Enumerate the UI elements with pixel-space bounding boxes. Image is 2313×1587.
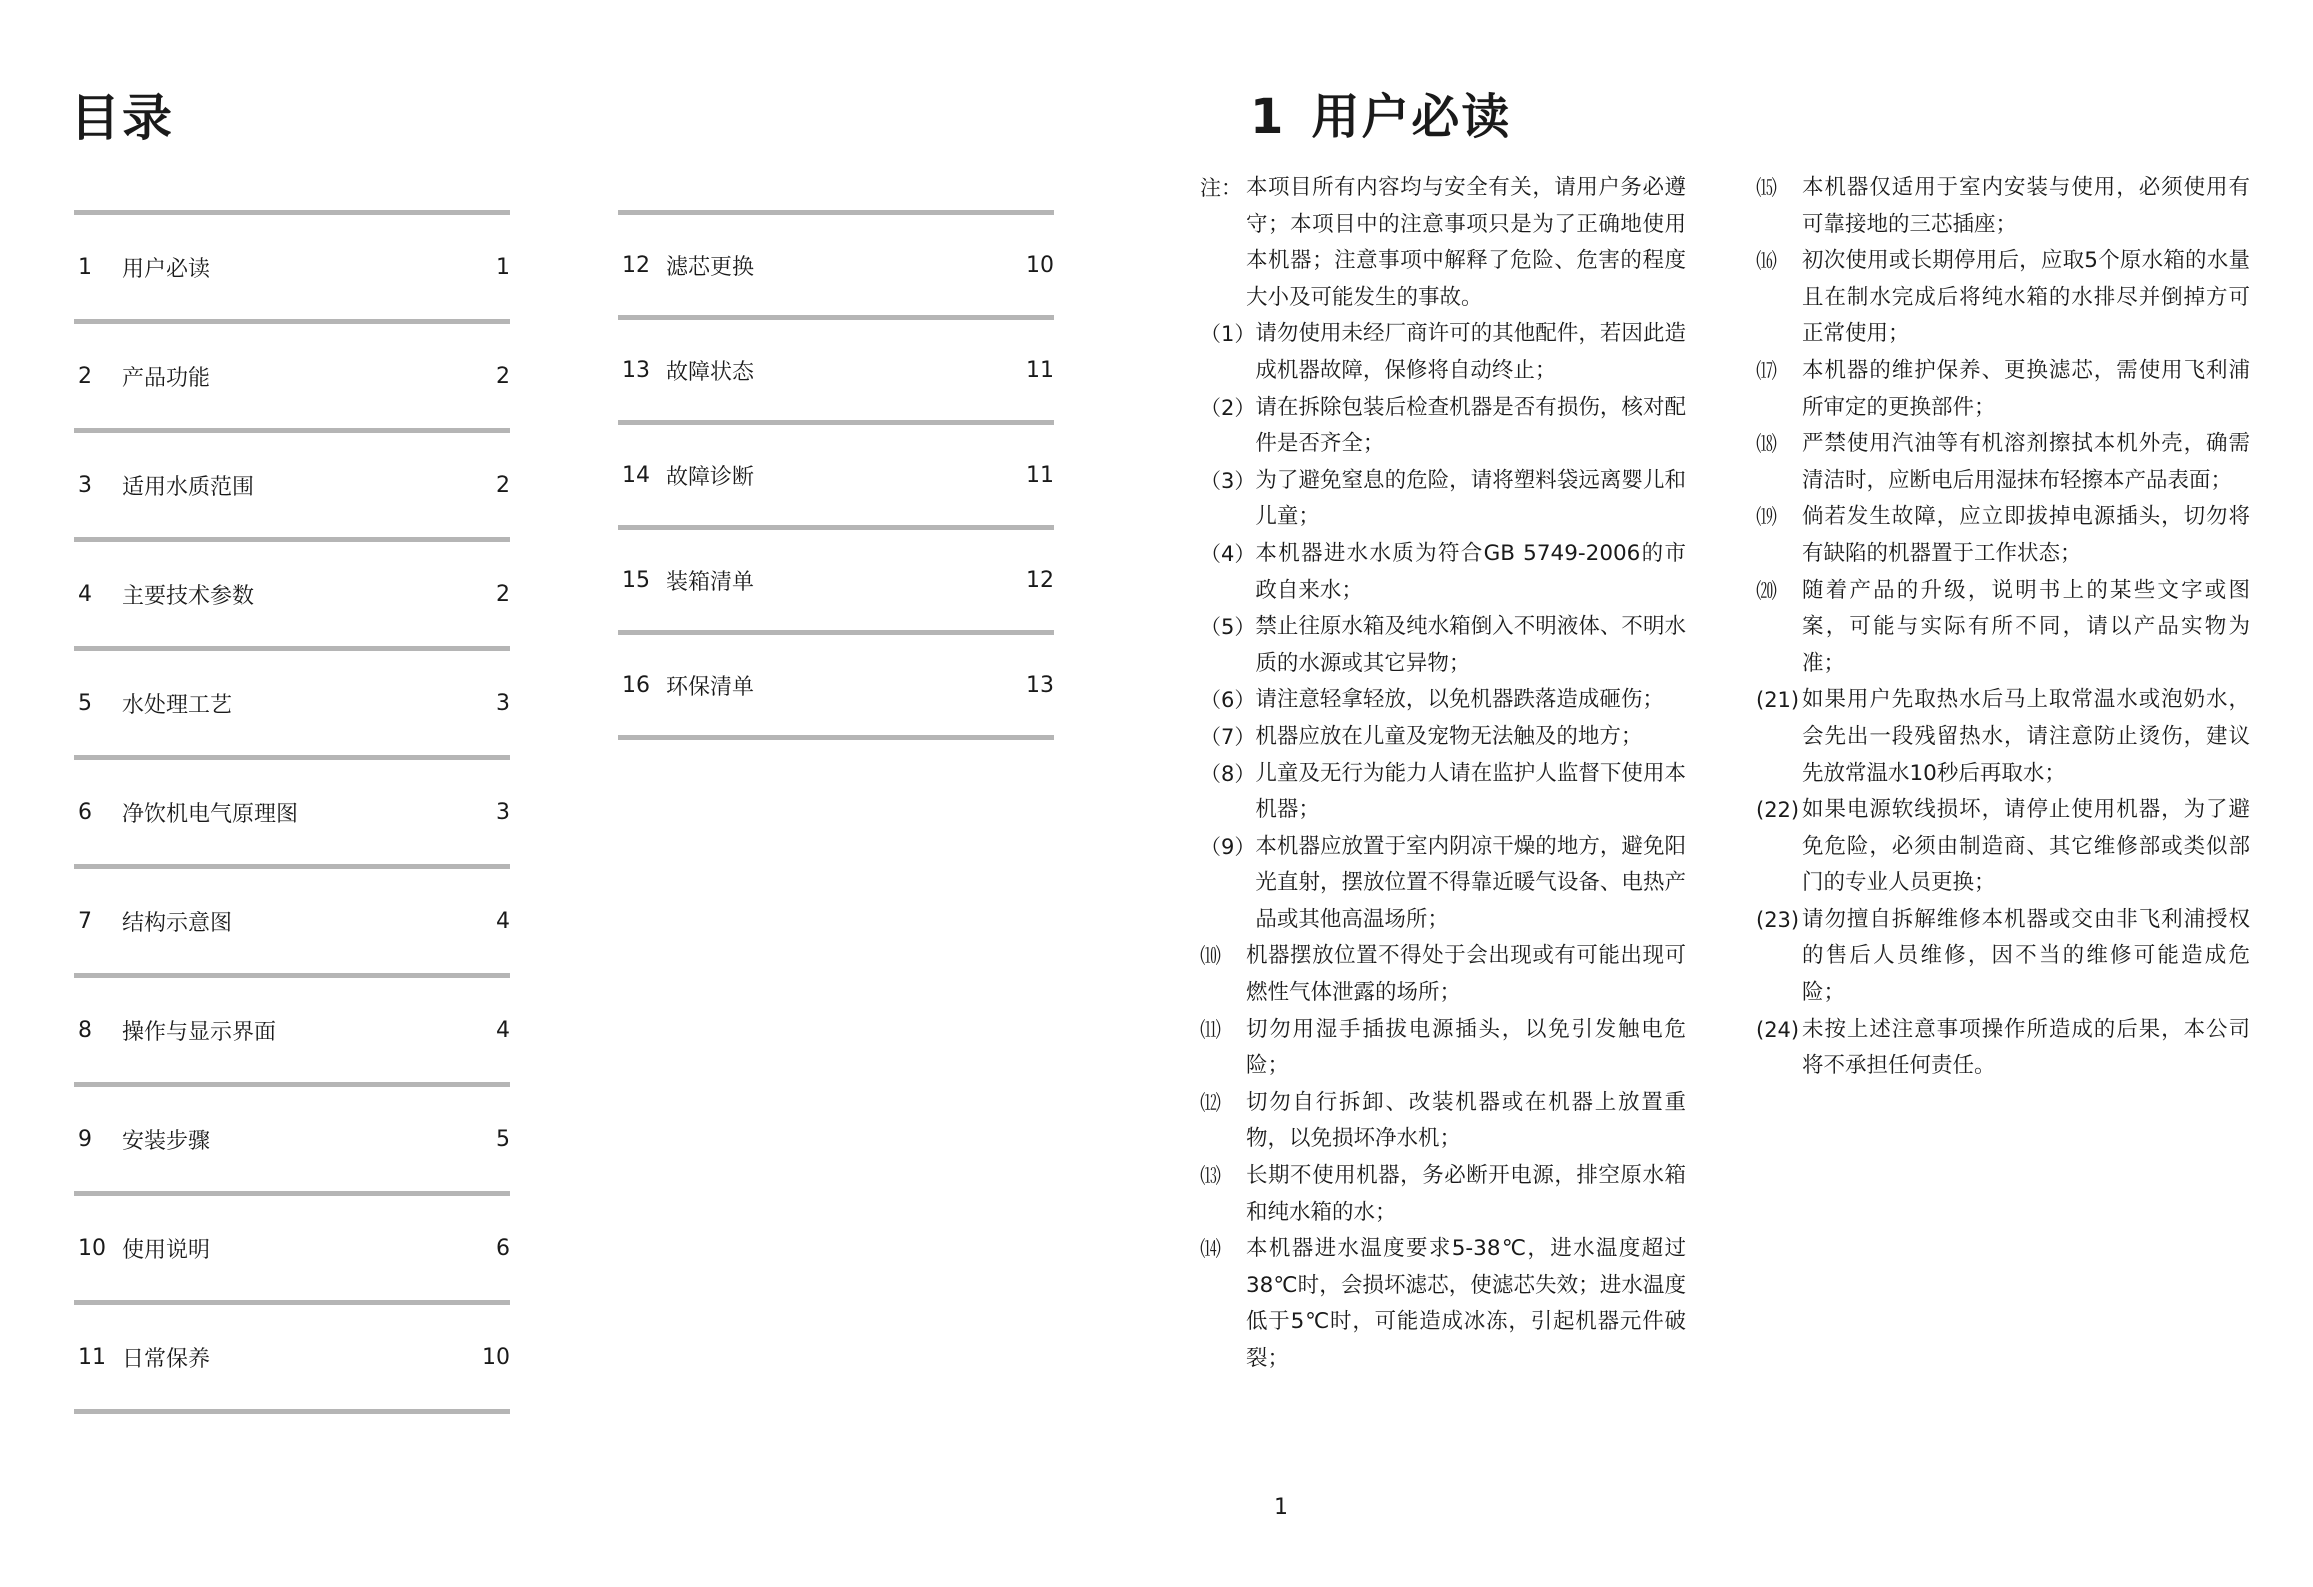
toc-entry[interactable] [74,1196,510,1300]
note-item [1200,1231,1686,1377]
note-marker: (23) [1756,907,1800,932]
toc-entry-page: 3 [496,690,510,716]
toc-entry-number: 4 [78,581,92,607]
toc-entry-page: 4 [496,908,510,934]
note-item [1756,792,2250,902]
note-text: 本机器应放置于室内阴凉干燥的地方，避免阳光直射，摆放位置不得靠近暖气设备、电热产品或其他高温场所； [1255,833,1686,932]
toc-entry-number: 8 [78,1017,92,1043]
note-marker: （6） [1200,688,1256,713]
note-marker: ⒇ [1756,578,1777,603]
note-text: 请勿擅自拆解维修本机器或交由非飞利浦授权的售后人员维修，因不当的维修可能造成危险； [1802,906,2250,1006]
note-text: 本机器仅适用于室内安装与使用，必须使用有可靠接地的三芯插座； [1802,175,2250,237]
note-item [1756,243,2250,353]
note-item [1200,1012,1686,1085]
note-text: 为了避免窒息的危险，请将塑料袋远离婴儿和儿童； [1255,467,1686,530]
toc-entry-page: 10 [482,1344,510,1370]
note-item [1200,938,1686,1011]
note-text: 禁止往原水箱及纯水箱倒入不明液体、不明水质的水源或其它异物； [1255,614,1686,676]
toc-entry-label: 日常保养 [122,1346,211,1372]
toc-entry-number: 15 [622,567,650,593]
note-marker: (24) [1756,1017,1800,1042]
note-text: 切勿用湿手插拔电源插头，以免引发触电危险； [1246,1016,1686,1079]
note-item [1200,829,1686,939]
toc-entry[interactable] [74,324,510,428]
note-text: 机器摆放位置不得处于会出现或有可能出现可燃性气体泄露的场所； [1246,943,1686,1006]
note-item [1200,609,1686,682]
toc-entry-label: 安装步骤 [122,1128,211,1154]
note-marker: （7） [1200,724,1256,749]
toc-entry-page: 2 [496,363,510,389]
toc-entry[interactable] [74,651,510,755]
toc-entry[interactable] [74,1305,510,1409]
note-text: 本机器进水温度要求5-38℃，进水温度超过38℃时，会损坏滤芯，使滤芯失效；进水温度低于5℃时，可能造成冰冻，引起机器元件破裂； [1246,1236,1686,1371]
toc-entry[interactable] [74,433,510,537]
toc-entry-page: 4 [496,1017,510,1043]
note-text: 本机器进水水质为符合GB 5749-2006的市政自来水； [1255,540,1686,603]
note-text: 切勿自行拆卸、改装机器或在机器上放置重物，以免损坏净水机； [1246,1089,1686,1152]
note-item [1200,719,1686,756]
toc-entry-label: 故障状态 [666,359,755,385]
note-marker: （3） [1200,468,1256,493]
note-item [1756,573,2250,683]
note-marker: （8） [1200,761,1256,786]
note-marker: ⑾ [1200,1017,1221,1042]
toc-entry[interactable] [74,978,510,1082]
section-title-text: 用户必读 [1311,89,1512,145]
toc-entry-number: 12 [622,252,650,278]
note-text: 未按上述注意事项操作所造成的后果，本公司将不承担任何责任。 [1802,1016,2250,1079]
note-item [1756,902,2250,1012]
note-item [1756,170,2250,243]
toc-entry-label: 使用说明 [122,1237,211,1263]
note-text: 倘若发生故障，应立即拔掉电源插头，切勿将有缺陷的机器置于工作状态； [1802,504,2250,566]
notes-column-left [1200,170,1686,1378]
toc-entry-label: 操作与显示界面 [122,1019,277,1045]
toc-entry-page: 12 [1026,567,1054,593]
note-marker: ⒅ [1756,432,1777,457]
toc-divider [74,1409,510,1414]
toc-entry-number: 10 [78,1235,106,1261]
note-item [1756,426,2250,499]
toc-entry-number: 11 [78,1344,106,1370]
toc-entry[interactable] [618,530,1054,630]
note-text: 本机器的维护保养、更换滤芯，需使用飞利浦所审定的更换部件； [1802,357,2250,420]
toc-entry-page: 1 [496,254,510,280]
toc-entry-number: 2 [78,363,92,389]
note-item [1200,536,1686,609]
toc-entry-label: 水处理工艺 [122,692,233,718]
note-marker: （1） [1200,322,1256,347]
toc-column-right [618,210,1054,740]
toc-entry[interactable] [74,869,510,973]
note-text: 请在拆除包装后检查机器是否有损伤，核对配件是否齐全； [1255,394,1686,457]
note-marker: ⒆ [1756,505,1777,530]
toc-entry[interactable] [74,215,510,319]
note-marker: ⑽ [1200,944,1221,969]
toc-entry-label: 产品功能 [122,365,211,391]
note-marker: （5） [1200,615,1256,640]
toc-entry[interactable] [74,760,510,864]
note-text: 机器应放在儿童及宠物无法触及的地方； [1255,723,1643,749]
toc-entry-number: 5 [78,690,92,716]
toc-entry-number: 14 [622,462,650,488]
note-text: 如果用户先取热水后马上取常温水或泡奶水，会先出一段残留热水，请注意防止烫伤，建议先放常温水10秒后再取水； [1802,687,2250,786]
toc-entry-page: 13 [1026,672,1054,698]
toc-entry-number: 13 [622,357,650,383]
note-item [1200,170,1686,316]
toc-entry[interactable] [74,542,510,646]
note-marker: ⒀ [1200,1164,1221,1189]
note-marker: ⑿ [1200,1090,1221,1115]
notes-column-right [1756,170,2250,1085]
toc-entry-page: 6 [496,1235,510,1261]
note-text: 严禁使用汽油等有机溶剂擦拭本机外壳，确需清洁时，应断电后用湿抹布轻擦本产品表面； [1802,431,2250,493]
page-number: 1 [1274,1495,1288,1520]
toc-entry-number: 6 [78,799,92,825]
note-marker: （4） [1200,541,1256,566]
note-item [1200,463,1686,536]
note-marker: (21) [1756,688,1800,713]
note-text: 随着产品的升级，说明书上的某些文字或图案，可能与实际有所不同，请以产品实物为准； [1802,577,2250,676]
toc-entry-label: 主要技术参数 [122,583,255,609]
note-marker: ⒂ [1756,176,1777,200]
toc-entry-label: 用户必读 [122,256,211,282]
toc-entry-page: 11 [1026,357,1054,383]
note-item [1756,353,2250,426]
note-text: 如果电源软线损坏，请停止使用机器，为了避免危险，必须由制造商、其它维修部或类似部门的专业人员更换； [1802,797,2250,896]
note-marker: (22) [1756,798,1800,823]
toc-entry-page: 5 [496,1126,510,1152]
toc-entry-number: 9 [78,1126,92,1152]
toc-entry-label: 适用水质范围 [122,474,255,500]
toc-entry-number: 1 [78,254,92,280]
toc-entry-page: 11 [1026,462,1054,488]
toc-entry[interactable] [618,635,1054,735]
toc-title: 目录 [70,89,174,147]
note-marker: ⒃ [1756,249,1777,274]
toc-entry-number: 3 [78,472,92,498]
note-item [1200,1158,1686,1231]
note-text: 请勿使用未经厂商许可的其他配件，若因此造成机器故障，保修将自动终止； [1255,321,1686,383]
toc-entry-page: 3 [496,799,510,825]
toc-entry-label: 滤芯更换 [666,254,755,280]
toc-divider [618,735,1054,740]
note-text: 本项目所有内容均与安全有关，请用户务必遵守；本项目中的注意事项只是为了正确地使用本机器；注意事项中解释了危险、危害的程度大小及可能发生的事故。 [1246,175,1686,310]
toc-entry[interactable] [618,215,1054,315]
toc-entry-number: 16 [622,672,650,698]
note-item [1756,682,2250,792]
note-marker: ⒁ [1200,1237,1221,1262]
note-item [1756,499,2250,572]
toc-entry-page: 2 [496,581,510,607]
note-marker: （2） [1200,395,1256,420]
note-item [1200,682,1686,719]
note-text: 长期不使用机器，务必断开电源，排空原水箱和纯水箱的水； [1246,1163,1686,1225]
note-marker: （9） [1200,834,1256,859]
note-item [1200,390,1686,463]
note-marker: ⒄ [1756,358,1777,383]
note-text: 初次使用或长期停用后，应取5个原水箱的水量且在制水完成后将纯水箱的水排尽并倒掉方可正常使用； [1802,248,2250,347]
toc-entry-label: 环保清单 [666,674,755,700]
note-text: 儿童及无行为能力人请在监护人监督下使用本机器； [1255,760,1686,823]
note-text: 请注意轻拿轻放，以免机器跌落造成砸伤； [1255,687,1664,713]
note-marker: 注： [1200,176,1242,200]
note-item [1200,316,1686,389]
toc-entry[interactable] [618,425,1054,525]
toc-entry-label: 结构示意图 [122,910,233,936]
section-number: 1 [1250,89,1286,145]
toc-entry[interactable] [74,1087,510,1191]
toc-entry-page: 10 [1026,252,1054,278]
toc-entry-label: 净饮机电气原理图 [122,801,299,827]
toc-entry-label: 装箱清单 [666,569,755,595]
toc-entry[interactable] [618,320,1054,420]
note-item [1200,756,1686,829]
toc-entry-number: 7 [78,908,92,934]
toc-entry-page: 2 [496,472,510,498]
note-item [1756,1012,2250,1085]
section-title [1250,78,1511,147]
toc-column-left [74,210,510,1414]
toc-entry-label: 故障诊断 [666,464,755,490]
note-item [1200,1085,1686,1158]
